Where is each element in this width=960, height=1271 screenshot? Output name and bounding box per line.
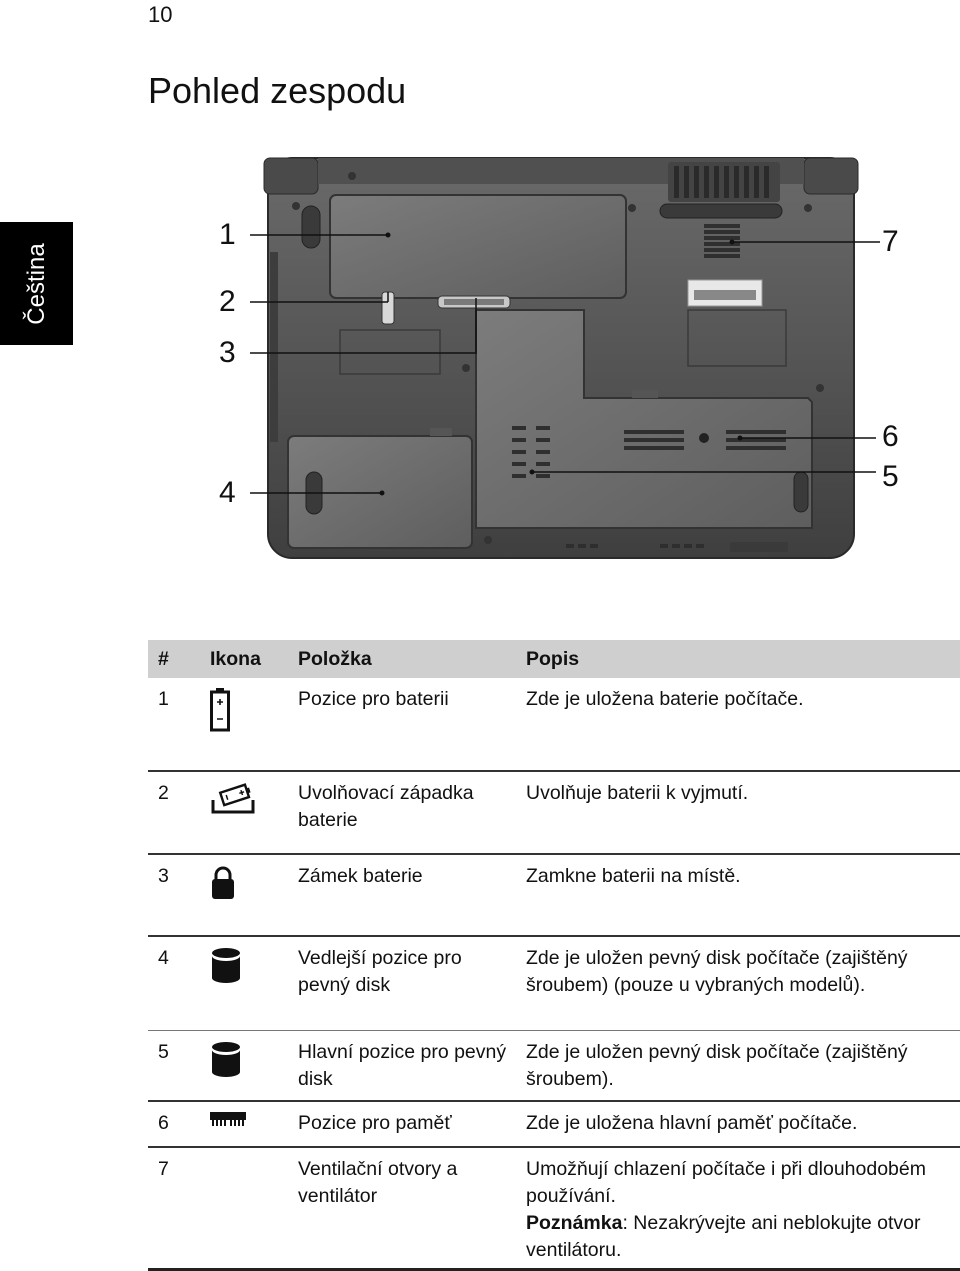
row-icon-cell [200,854,288,936]
components-table [148,640,960,1271]
callout-5: 5 [882,460,899,493]
row-icon-cell [200,678,288,771]
top-vent [660,162,782,218]
callout-4: 4 [219,476,236,509]
row-icon-cell [200,936,288,1030]
row-item: Zámek baterie [288,854,516,936]
battery-bay [330,195,626,298]
header-icon: Ikona [200,640,288,678]
laptop-bottom-figure [0,150,960,570]
callout-3: 3 [219,336,236,369]
row-item: Uvolňovací západka baterie [288,771,516,854]
page-number: 10 [148,2,173,27]
note-label: Poznámka [526,1212,623,1234]
row-item: Vedlejší pozice pro pevný disk [288,936,516,1030]
lock-icon [210,865,284,901]
row-description-cell [516,1147,960,1269]
hard-disk-icon [210,947,284,985]
table-row [148,771,960,854]
page-title: Pohled zespodu [148,70,407,111]
memory-icon [210,1112,284,1128]
secondary-hdd-panel [288,428,472,548]
row-item: Hlavní pozice pro pevný disk [288,1030,516,1101]
header-number: # [148,640,200,678]
table-row [148,1147,960,1269]
battery-icon [210,688,284,732]
row-number: 7 [148,1147,200,1269]
row-number: 3 [148,854,200,936]
row-item: Ventilační otvory a ventilátor [288,1147,516,1269]
callout-6: 6 [882,420,899,453]
row-description: Umožňují chlazení počítače i při dlouhodobém používání. [526,1158,926,1207]
header-description: Popis [516,640,960,678]
row-number: 1 [148,678,200,771]
table-row [148,1101,960,1147]
row-description: Zde je uložen pevný disk počítače (zajištěný šroubem). [516,1030,960,1101]
row-number: 5 [148,1030,200,1101]
row-icon-cell [200,1101,288,1147]
row-number: 2 [148,771,200,854]
row-icon-cell [200,771,288,854]
header-item: Položka [288,640,516,678]
row-number: 6 [148,1101,200,1147]
row-item: Pozice pro baterii [288,678,516,771]
table-row [148,678,960,771]
callout-2: 2 [219,285,236,318]
hard-disk-icon [210,1041,284,1079]
note-text: : Nezakrývejte ani neblokujte otvor ventilátoru. [526,1212,921,1261]
row-description: Zde je uložena baterie počítače. [516,678,960,771]
table-row [148,854,960,936]
table-header-row [148,640,960,678]
row-description: Uvolňuje baterii k vyjmutí. [516,771,960,854]
row-icon-cell [200,1030,288,1101]
table-row [148,1030,960,1101]
row-number: 4 [148,936,200,1030]
row-item: Pozice pro paměť [288,1101,516,1147]
row-description: Zamkne baterii na místě. [516,854,960,936]
row-description: Zde je uložena hlavní paměť počítače. [516,1101,960,1147]
battery-release-icon [210,782,284,816]
callout-1: 1 [219,218,236,251]
callout-7: 7 [882,225,899,258]
side-tab-label: Čeština [22,242,50,325]
row-icon-cell [200,1147,288,1269]
row-description: Zde je uložen pevný disk počítače (zajištěný šroubem) (pouze u vybraných modelů). [516,936,960,1030]
table-row [148,936,960,1030]
